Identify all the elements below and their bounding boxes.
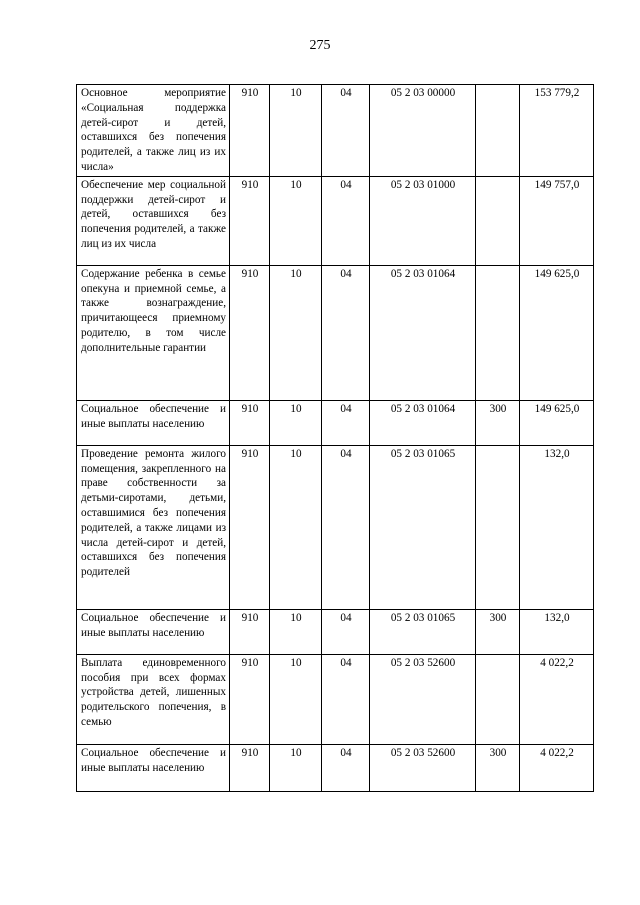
row-pr: 04: [322, 654, 370, 744]
table-row: [77, 265, 594, 400]
row-vr: [476, 654, 520, 744]
row-name: Социальное обеспечение и иные выплаты населению: [77, 744, 230, 791]
row-sum: 4 022,2: [520, 744, 594, 791]
row-csr: 05 2 03 52600: [370, 744, 476, 791]
table-row: [77, 744, 594, 791]
row-vr: [476, 176, 520, 265]
row-csr: 05 2 03 01065: [370, 609, 476, 654]
row-vr: [476, 85, 520, 177]
row-sum: 132,0: [520, 445, 594, 609]
row-sum: 153 779,2: [520, 85, 594, 177]
row-ved: 910: [230, 176, 270, 265]
row-pr: 04: [322, 609, 370, 654]
row-sum: 149 757,0: [520, 176, 594, 265]
row-sum: 149 625,0: [520, 400, 594, 445]
row-vr: [476, 265, 520, 400]
table-row: [77, 85, 594, 177]
row-pr: 04: [322, 445, 370, 609]
row-name: Проведение ремонта жилого помещения, закрепленного на праве собственности за детьми-сиротами, детьми, оставшимися без попечения родителей, а также лицами из числа детей-сирот и детей, оставшихся без попечения родителей: [77, 445, 230, 609]
row-rz: 10: [270, 265, 322, 400]
row-ved: 910: [230, 609, 270, 654]
row-name: Обеспечение мер социальной поддержки детей-сирот и детей, оставшихся без попечения родителей, а также лиц из их числа: [77, 176, 230, 265]
row-csr: 05 2 03 01000: [370, 176, 476, 265]
row-rz: 10: [270, 744, 322, 791]
row-sum: 132,0: [520, 609, 594, 654]
row-csr: 05 2 03 01064: [370, 265, 476, 400]
row-pr: 04: [322, 400, 370, 445]
table-row: [77, 400, 594, 445]
row-sum: 4 022,2: [520, 654, 594, 744]
row-ved: 910: [230, 400, 270, 445]
row-rz: 10: [270, 445, 322, 609]
row-ved: 910: [230, 654, 270, 744]
row-vr: [476, 445, 520, 609]
row-ved: 910: [230, 265, 270, 400]
row-rz: 10: [270, 176, 322, 265]
row-rz: 10: [270, 654, 322, 744]
row-name: Основное мероприятие «Социальная поддержка детей-сирот и детей, оставшихся без попечения родителей, а также лиц из их числа»: [77, 85, 230, 177]
row-ved: 910: [230, 744, 270, 791]
page-number: 275: [309, 38, 331, 53]
row-pr: 04: [322, 176, 370, 265]
row-pr: 04: [322, 265, 370, 400]
row-sum: 149 625,0: [520, 265, 594, 400]
row-ved: 910: [230, 445, 270, 609]
table-row: [77, 445, 594, 609]
table-row: [77, 654, 594, 744]
row-rz: 10: [270, 609, 322, 654]
table-row: [77, 609, 594, 654]
row-vr: 300: [476, 609, 520, 654]
row-rz: 10: [270, 400, 322, 445]
row-name: Социальное обеспечение и иные выплаты населению: [77, 609, 230, 654]
row-csr: 05 2 03 01065: [370, 445, 476, 609]
row-vr: 300: [476, 744, 520, 791]
row-name: Содержание ребенка в семье опекуна и приемной семье, а также вознаграждение, причитающееся приемному родителю, в том числе дополнительные гарантии: [77, 265, 230, 400]
row-csr: 05 2 03 00000: [370, 85, 476, 177]
row-pr: 04: [322, 744, 370, 791]
row-csr: 05 2 03 52600: [370, 654, 476, 744]
row-pr: 04: [322, 85, 370, 177]
row-name: Выплата единовременного пособия при всех формах устройства детей, лишенных родительского попечения, в семью: [77, 654, 230, 744]
budget-table: [76, 84, 594, 792]
row-vr: 300: [476, 400, 520, 445]
row-csr: 05 2 03 01064: [370, 400, 476, 445]
row-rz: 10: [270, 85, 322, 177]
row-ved: 910: [230, 85, 270, 177]
row-name: Социальное обеспечение и иные выплаты населению: [77, 400, 230, 445]
table-row: [77, 176, 594, 265]
